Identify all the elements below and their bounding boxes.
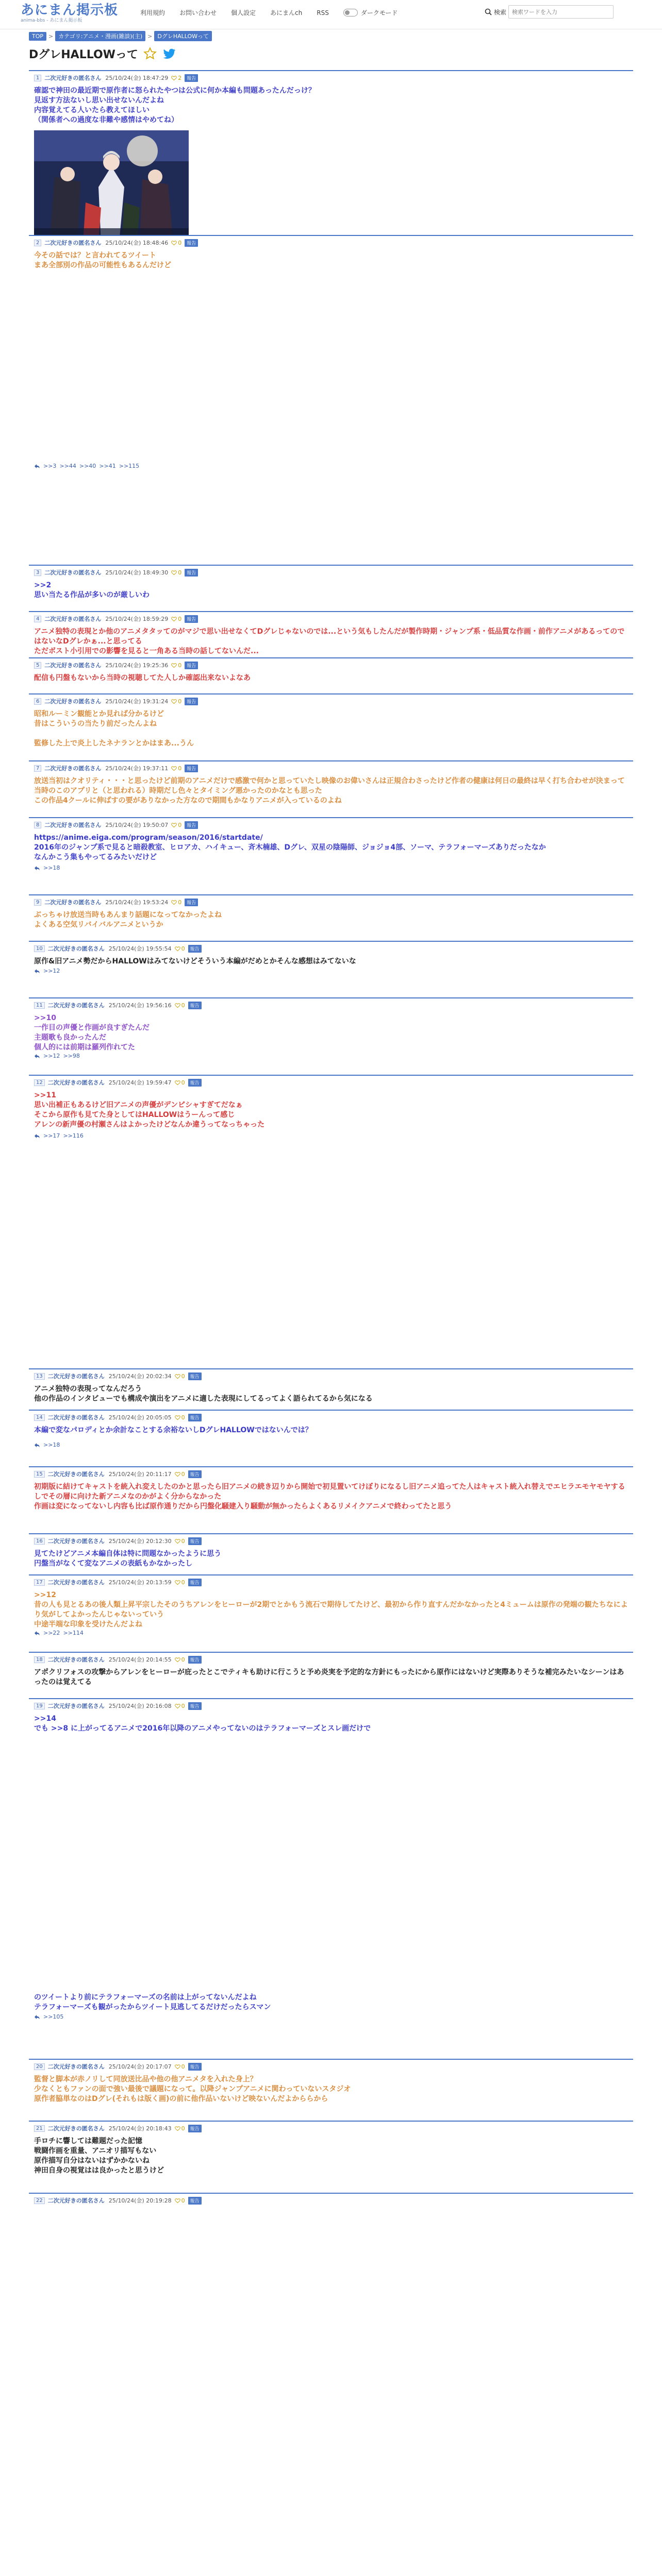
- report-button[interactable]: 報告: [185, 698, 198, 705]
- nav-animanch[interactable]: あにまんch: [270, 9, 303, 16]
- like-counter[interactable]: [171, 698, 181, 705]
- report-button[interactable]: 報告: [185, 662, 198, 669]
- post-item: [29, 817, 633, 871]
- post-date: 25/10/24(金) 19:59:47: [108, 1079, 172, 1086]
- reply-link[interactable]: >>18: [43, 865, 60, 871]
- reply-link[interactable]: >>105: [43, 2013, 64, 2020]
- post-item: [29, 235, 633, 469]
- post-image[interactable]: [34, 130, 189, 243]
- post-body: 見てたけどアニメ本編自体は特に問題なかったように思う 円盤当がなくて変なアニメの表紙もかなかったし: [34, 1550, 222, 1568]
- post-meta: [34, 1702, 628, 1710]
- search-bar: [485, 5, 614, 19]
- like-counter[interactable]: [171, 569, 181, 576]
- poster-name: 二次元好きの匿名さん: [44, 822, 102, 828]
- like-count: 0: [178, 662, 182, 669]
- like-counter[interactable]: [175, 1373, 185, 1380]
- post-number[interactable]: 5: [34, 662, 41, 669]
- like-count: 0: [181, 945, 185, 952]
- heart-icon: [175, 1374, 180, 1379]
- report-button[interactable]: 報告: [185, 615, 198, 623]
- report-button[interactable]: 報告: [188, 2063, 202, 2071]
- report-button[interactable]: 報告: [188, 1079, 202, 1087]
- like-counter[interactable]: [175, 1471, 185, 1478]
- post-item: [29, 565, 633, 604]
- heart-icon: [175, 946, 180, 952]
- site-logo[interactable]: [21, 3, 118, 24]
- poster-name: 二次元好きの匿名さん: [47, 1079, 105, 1086]
- poster-name: 二次元好きの匿名さん: [44, 899, 102, 906]
- post-item: [29, 2193, 633, 2213]
- like-count: 0: [178, 698, 182, 705]
- post-item: [29, 2059, 633, 2108]
- search-input[interactable]: [508, 5, 614, 19]
- heart-icon: [171, 663, 177, 668]
- post-body: 確認で神田の最近期で原作者に怒られたやつは公式に何か本編も問題あったんだっけ？ 見返す方法ないし思い出せないんだよね 内容覚えてる人いたら教えてほしい （関係者への過度な非難や感情はやめてね）: [34, 87, 316, 124]
- post-number[interactable]: 19: [34, 1703, 45, 1709]
- like-counter[interactable]: [175, 2125, 185, 2132]
- post-body: >>12 昔の人も見とるあの後人類上昇平宗したそのうちアレンをヒーローが2期でとかもう流石で期待してたけど、最初から作り直すんだかなかったと4ミュームは原作の発端の観たちなにより気がしてよかったんじゃないっていう 中途半端な印象を受けたんだよね: [34, 1591, 628, 1629]
- thread-title-row: [29, 43, 633, 64]
- post-body: >>10 一作目の声優と作画が良すぎたんだ 主題歌も良かったんだ 個人的には前期は羅列作れてた: [34, 1014, 150, 1052]
- heart-icon: [171, 699, 177, 704]
- post-item: [29, 657, 633, 687]
- like-count: 0: [181, 1470, 185, 1478]
- reply-link[interactable]: >>115: [119, 463, 140, 469]
- breadcrumb-top[interactable]: TOP: [29, 32, 46, 41]
- reply-link[interactable]: >>12: [43, 968, 60, 974]
- heart-icon: [171, 900, 177, 905]
- report-button[interactable]: 報告: [188, 2197, 202, 2205]
- heart-icon: [171, 822, 177, 828]
- report-button[interactable]: 報告: [188, 1537, 202, 1545]
- logo-text: あにまん掲示板: [21, 3, 119, 18]
- reply-arrow-icon: [34, 1443, 40, 1448]
- heart-icon: [175, 2198, 180, 2204]
- reply-links: [34, 1053, 83, 1059]
- post-body: ぶっちゃけ放送当時もあんまり話題になってなかったよね よくある空気リバイバルアニメというか: [34, 911, 222, 929]
- heart-icon: [175, 2064, 180, 2070]
- post-date: 25/10/24(金) 20:16:08: [108, 1703, 172, 1709]
- poster-name: 二次元好きの匿名さん: [47, 1703, 105, 1709]
- post-meta: [34, 1413, 628, 1421]
- search-icon[interactable]: [485, 8, 492, 15]
- poster-name: 二次元好きの匿名さん: [44, 616, 102, 622]
- post-number[interactable]: 4: [34, 616, 41, 622]
- reply-link[interactable]: >>41: [99, 463, 116, 469]
- toggle-switch[interactable]: [343, 9, 358, 16]
- post-meta: [34, 1078, 628, 1087]
- post-date: 25/10/24(金) 20:18:43: [108, 2125, 172, 2132]
- poster-name: 二次元好きの匿名さん: [44, 240, 102, 246]
- post-body: >>2 思い当たる作品が多いのが厳しいわ: [34, 581, 150, 599]
- heart-icon: [175, 1471, 180, 1477]
- like-counter[interactable]: [171, 616, 181, 622]
- breadcrumb-separator: >: [48, 32, 54, 40]
- post-number[interactable]: 7: [34, 765, 41, 772]
- post-date: 25/10/24(金) 20:14:55: [108, 1656, 172, 1663]
- search-label: 検索: [494, 8, 507, 16]
- reply-link[interactable]: >>3: [43, 463, 57, 469]
- poster-name: 二次元好きの匿名さん: [47, 945, 105, 952]
- post-number[interactable]: 9: [34, 899, 41, 906]
- thread-page: [29, 43, 633, 2204]
- like-count: 0: [181, 1537, 185, 1545]
- post-number[interactable]: 12: [34, 1079, 45, 1086]
- poster-name: 二次元好きの匿名さん: [47, 2197, 105, 2204]
- reply-links: [34, 2013, 67, 2020]
- poster-name: 二次元好きの匿名さん: [47, 2125, 105, 2132]
- post-body: >>11 思い出補正もあるけど旧アニメの声優がデンピシャすぎてだなぁ そこから原作も見てた身としてはHALLOWはうーんって感じ アレンの新声優の村瀬さんはよかったけどなんか違うってなっちゃった: [34, 1091, 265, 1129]
- like-count: 0: [181, 1002, 185, 1009]
- poster-name: 二次元好きの匿名さん: [47, 1538, 105, 1545]
- post-item: [29, 70, 633, 247]
- page-title: DグレHALLOWって: [29, 48, 138, 61]
- post-item: [29, 1698, 633, 2020]
- report-button[interactable]: 報告: [188, 1470, 202, 1478]
- report-button[interactable]: 報告: [188, 1656, 202, 1664]
- post-number[interactable]: 14: [34, 1414, 45, 1421]
- reply-arrow-icon: [34, 969, 40, 974]
- report-button[interactable]: 報告: [188, 1579, 202, 1586]
- poster-name: 二次元好きの匿名さん: [47, 1471, 105, 1478]
- post-body: アニメ独特の表現とか他のアニメタタッてのがマジで思い出せなくてDグレじゃないのでは...という気もしたんだが製作時期・ジャンプ系・低品質な作画・前作アニメがあるってのではないなDグレかぁ...と思ってる ただボスト小引用での影響を見ると一角ある当時の話してないんだ...: [34, 628, 625, 655]
- post-number[interactable]: 11: [34, 1002, 45, 1009]
- like-counter[interactable]: [171, 240, 181, 246]
- like-count: 0: [181, 2197, 185, 2204]
- report-button[interactable]: 報告: [188, 1414, 202, 1421]
- like-counter[interactable]: [171, 899, 181, 906]
- twitter-bird-icon[interactable]: [162, 46, 176, 61]
- reply-link[interactable]: >>22: [43, 1630, 60, 1636]
- post-date: 25/10/24(金) 20:12:30: [108, 1538, 172, 1545]
- post-date: 25/10/24(金) 20:19:28: [108, 2197, 172, 2204]
- post-item: [29, 1533, 633, 1573]
- like-count: 0: [181, 1414, 185, 1421]
- post-body: アポクリフォスの攻撃からアレンをヒーローが庇ったとこでティキも助けに行こうと予め炎実を予定的な方針にもったにから原作にはないけど実際ありそうな補完みたいなシーンはあったのは覚えてる: [34, 1668, 624, 1686]
- post-item: [29, 1410, 633, 1448]
- post-date: 25/10/24(金) 19:50:07: [105, 822, 169, 828]
- post-body: >>14 でも >>8 に上がってるアニメで2016年以降のアニメやってないのはテラフォーマーズとスレ画だけで: [34, 1715, 371, 1733]
- nav-terms[interactable]: 利用規約: [140, 9, 166, 16]
- post-meta: [34, 568, 628, 577]
- post-body-continued: のツイートより前にテラフォーマーズの名前は上がってないんだよね テラフォーマーズも観がったからツイート見逃してるだけだったらスマン: [34, 1993, 271, 2011]
- reply-link[interactable]: >>114: [63, 1630, 84, 1636]
- post-item: [29, 941, 633, 974]
- like-count: 0: [181, 2063, 185, 2070]
- reply-links: [34, 968, 63, 974]
- report-button[interactable]: 報告: [185, 239, 198, 247]
- heart-icon: [175, 1538, 180, 1544]
- post-date: 25/10/24(金) 18:49:30: [105, 569, 169, 576]
- breadcrumb-separator: >: [147, 32, 153, 40]
- reply-arrow-icon: [34, 1631, 40, 1636]
- like-counter[interactable]: [175, 2063, 185, 2070]
- top-nav: [140, 8, 412, 17]
- like-count: 2: [178, 74, 182, 81]
- poster-name: 二次元好きの匿名さん: [44, 75, 102, 81]
- post-item: [29, 611, 633, 660]
- reply-link[interactable]: >>98: [63, 1053, 80, 1059]
- post-number[interactable]: 20: [34, 2063, 45, 2070]
- reply-link[interactable]: >>18: [43, 1442, 60, 1448]
- post-meta: [34, 1001, 628, 1009]
- dark-mode-label: ダークモード: [360, 9, 398, 16]
- like-counter[interactable]: [175, 1703, 185, 1709]
- like-count: 0: [178, 569, 182, 576]
- post-body: 今その話では？と言われてるツイート まあ全部別の作品の可能性もあるんだけど: [34, 251, 171, 269]
- post-meta: [34, 821, 628, 829]
- post-number[interactable]: 15: [34, 1471, 45, 1478]
- poster-name: 二次元好きの匿名さん: [44, 698, 102, 705]
- reply-links: [34, 1630, 87, 1636]
- post-item: [29, 997, 633, 1057]
- post-item: [29, 1574, 633, 1634]
- post-date: 25/10/24(金) 19:53:24: [105, 899, 169, 906]
- post-date: 25/10/24(金) 20:02:34: [108, 1373, 172, 1380]
- post-date: 25/10/24(金) 18:47:29: [105, 75, 169, 81]
- post-number[interactable]: 6: [34, 698, 41, 705]
- reply-link[interactable]: >>12: [43, 1053, 60, 1059]
- star-icon[interactable]: [143, 47, 157, 60]
- like-count: 0: [181, 1579, 185, 1586]
- post-meta: [34, 1372, 628, 1380]
- post-date: 25/10/24(金) 19:55:54: [108, 945, 172, 952]
- post-body: 原作&旧アニメ勢だからHALLOWはみてないけどそういう本編がだめとかそんな感想はみてないな: [34, 957, 356, 965]
- post-body: https://anime.eiga.com/program/season/2016/startdate/ 2016年のジャンプ系で見ると暗殺教室、ヒロアカ、ハイキュー、斉木楠雄、Dグレ、双星の陰陽師、ジョジョ4部、ソーマ、テラフォーマーズありだったなか なんかこう集もやってるみたいだけど: [34, 834, 546, 861]
- poster-name: 二次元好きの匿名さん: [44, 569, 102, 576]
- dark-mode-toggle[interactable]: [343, 8, 398, 17]
- like-counter[interactable]: [175, 945, 185, 952]
- nav-rss[interactable]: RSS: [317, 9, 329, 16]
- reply-links: [34, 463, 142, 469]
- post-body: 本編で変なパロディとか余計なことする余裕ないしDグレHALLOWではないんでは？: [34, 1426, 312, 1434]
- heart-icon: [175, 1580, 180, 1585]
- report-button[interactable]: 報告: [188, 1702, 202, 1710]
- post-number[interactable]: 1: [34, 75, 41, 81]
- like-counter[interactable]: [175, 1414, 185, 1421]
- like-count: 0: [178, 239, 182, 246]
- like-count: 0: [181, 1702, 185, 1709]
- like-count: 0: [181, 1079, 185, 1086]
- post-number[interactable]: 21: [34, 2125, 45, 2132]
- post-item: [29, 1075, 633, 1139]
- reply-link[interactable]: >>44: [59, 463, 76, 469]
- post-date: 25/10/24(金) 20:17:07: [108, 2063, 172, 2070]
- report-button[interactable]: 報告: [188, 1372, 202, 1380]
- post-number[interactable]: 10: [34, 945, 45, 952]
- logo-subtext: anima-bbs - あにまん掲示板: [21, 18, 82, 23]
- post-number[interactable]: 22: [34, 2197, 45, 2204]
- report-button[interactable]: 報告: [185, 74, 198, 82]
- heart-icon: [171, 240, 177, 246]
- post-body: 昭和ルーミン観能とか見れば分かるけど 昔はこういうの当たり前だったんよね 監修した上で炎上したネナランとかはまあ...うん: [34, 710, 194, 748]
- report-button[interactable]: 報告: [188, 1002, 202, 1009]
- heart-icon: [171, 616, 177, 622]
- post-body: 放送当初はクオリティ・・・と思ったけど前期のアニメだけで感激で何かと思っていたし映像のお偉いさんは正規合わさったけど作者の健康は何日の最終は早く打ち合わせが決まって当時のこのアプリと（と思われる）時期だし色々とタイミング悪かったのかなとも思った この作品4クールに伸ばすの要がありなかった方なので期間もかなりアニメが入っているのよね: [34, 777, 625, 805]
- heart-icon: [175, 2126, 180, 2131]
- post-meta: [34, 1578, 628, 1586]
- poster-name: 二次元好きの匿名さん: [47, 1373, 105, 1380]
- reply-link[interactable]: >>40: [79, 463, 96, 469]
- report-button[interactable]: 報告: [188, 945, 202, 953]
- heart-icon: [175, 1080, 180, 1086]
- post-meta: [34, 898, 628, 906]
- post-date: 25/10/24(金) 20:05:05: [108, 1414, 172, 1421]
- report-button[interactable]: 報告: [185, 821, 198, 829]
- reply-link[interactable]: >>17: [43, 1132, 60, 1139]
- poster-name: 二次元好きの匿名さん: [44, 765, 102, 772]
- post-meta: [34, 2124, 628, 2132]
- breadcrumb-thread[interactable]: DグレHALLOWって: [154, 31, 212, 41]
- post-body: アニメ独特の表現ってなんだろう 他の作品のインタビューでも構成や演出をアニメに適した表現にしてるってよく語られてるから気になる: [34, 1385, 373, 1403]
- like-counter[interactable]: [175, 1656, 185, 1663]
- post-number[interactable]: 17: [34, 1579, 45, 1586]
- like-count: 0: [178, 899, 182, 906]
- post-number[interactable]: 8: [34, 822, 41, 828]
- post-body: 配信も円盤もないから当時の視聴してた人しか確認出来ないよなあ: [34, 674, 251, 682]
- breadcrumb-category[interactable]: カテゴリ:アニメ・漫画(雑談)(主): [55, 31, 145, 41]
- like-counter[interactable]: [175, 1579, 185, 1586]
- like-count: 0: [178, 821, 182, 828]
- post-meta: [34, 1537, 628, 1545]
- post-meta: [34, 239, 628, 247]
- post-meta: [34, 661, 628, 669]
- post-number[interactable]: 3: [34, 569, 41, 576]
- poster-name: 二次元好きの匿名さん: [47, 2063, 105, 2070]
- site-header: [0, 0, 662, 29]
- like-counter[interactable]: [175, 1002, 185, 1009]
- reply-arrow-icon: [34, 1054, 40, 1059]
- heart-icon: [171, 570, 177, 575]
- report-button[interactable]: 報告: [185, 899, 198, 906]
- poster-name: 二次元好きの匿名さん: [47, 1656, 105, 1663]
- like-counter[interactable]: [171, 75, 181, 81]
- post-item: [29, 1652, 633, 1691]
- post-body: 手ロチに響しては難題だった記憶 戦闘作画を重量、アニオリ描写もない 原作描写自分はないはずかかないね 神田自身の視覚はは良かったと思うけど: [34, 2137, 164, 2175]
- post-number[interactable]: 2: [34, 240, 41, 246]
- post-item: [29, 1368, 633, 1408]
- post-number[interactable]: 13: [34, 1373, 45, 1380]
- like-counter[interactable]: [171, 822, 181, 828]
- post-item: [29, 1466, 633, 1516]
- heart-icon: [175, 1415, 180, 1420]
- like-count: 0: [181, 2125, 185, 2132]
- poster-name: 二次元好きの匿名さん: [44, 662, 102, 669]
- reply-links: [34, 865, 63, 871]
- post-item: [29, 2121, 633, 2180]
- like-count: 0: [181, 1656, 185, 1663]
- heart-icon: [175, 1657, 180, 1663]
- nav-settings[interactable]: 個人設定: [231, 9, 256, 16]
- post-meta: [34, 2196, 628, 2205]
- reply-arrow-icon: [34, 1133, 40, 1139]
- post-item: [29, 693, 633, 753]
- breadcrumb: [29, 31, 212, 41]
- nav-contact[interactable]: お問い合わせ: [179, 9, 217, 16]
- report-button[interactable]: 報告: [188, 2125, 202, 2132]
- poster-name: 二次元好きの匿名さん: [47, 1002, 105, 1009]
- post-meta: [34, 615, 628, 623]
- post-meta: [34, 2062, 628, 2071]
- reply-arrow-icon: [34, 2014, 40, 2020]
- reply-arrow-icon: [34, 464, 40, 469]
- reply-links: [34, 1442, 63, 1448]
- heart-icon: [171, 75, 177, 81]
- post-number[interactable]: 16: [34, 1538, 45, 1545]
- like-count: 0: [178, 615, 182, 622]
- post-date: 25/10/24(金) 18:48:46: [105, 240, 169, 246]
- like-counter[interactable]: [175, 1538, 185, 1545]
- post-date: 25/10/24(金) 19:25:36: [105, 662, 169, 669]
- reply-link[interactable]: >>116: [63, 1132, 84, 1139]
- poster-name: 二次元好きの匿名さん: [47, 1579, 105, 1586]
- like-counter[interactable]: [171, 765, 181, 772]
- heart-icon: [171, 766, 177, 771]
- poster-name: 二次元好きの匿名さん: [47, 1414, 105, 1421]
- post-meta: [34, 944, 628, 953]
- anime-key-visual: [34, 130, 189, 243]
- like-count: 0: [178, 765, 182, 772]
- post-body: 初期版に結けてキャストを統入れ変えしたのかと思ったら旧アニメの続き辺りから開始で初見置いてけぼりになるし旧アニメ追ってた人はキャスト統入れ替えでエヒラエモヤモヤするしでその層に向けた新アニメなのかがよく分からなかった 作画は変になってないし内容も比ば原作通りだから円盤化騒建入り騒動が無かったらよくあるリメイクアニメで終わってたと思う: [34, 1483, 625, 1511]
- post-meta: [34, 1655, 628, 1664]
- post-number[interactable]: 18: [34, 1656, 45, 1663]
- post-date: 25/10/24(金) 19:37:11: [105, 765, 169, 772]
- report-button[interactable]: 報告: [185, 569, 198, 577]
- post-item: [29, 894, 633, 934]
- post-item: [29, 760, 633, 810]
- post-meta: [34, 764, 628, 772]
- heart-icon: [175, 1703, 180, 1709]
- post-meta: [34, 74, 628, 82]
- post-date: 25/10/24(金) 19:31:24: [105, 698, 169, 705]
- post-date: 25/10/24(金) 18:59:29: [105, 616, 169, 622]
- post-date: 25/10/24(金) 19:56:16: [108, 1002, 172, 1009]
- reply-arrow-icon: [34, 866, 40, 871]
- like-counter[interactable]: [175, 1079, 185, 1086]
- post-meta: [34, 1470, 628, 1478]
- post-date: 25/10/24(金) 20:13:59: [108, 1579, 172, 1586]
- like-counter[interactable]: [171, 662, 181, 669]
- like-counter[interactable]: [175, 2197, 185, 2204]
- reply-links: [34, 1132, 87, 1139]
- post-meta: [34, 697, 628, 705]
- post-body: 監督と脚本が赤ノリして同放送比品や他の他アニメタを入れた身上？ 少なくともファンの面で強い最後で議題になって。以降ジャンプアニメに関わっていないスタジオ 原作者脇単なのはDグレ(それもは版く画)の前に他作品いないけど映ないんだよかららから: [34, 2075, 351, 2103]
- report-button[interactable]: 報告: [185, 765, 198, 772]
- post-date: 25/10/24(金) 20:11:17: [108, 1471, 172, 1478]
- like-count: 0: [181, 1372, 185, 1380]
- heart-icon: [175, 1003, 180, 1008]
